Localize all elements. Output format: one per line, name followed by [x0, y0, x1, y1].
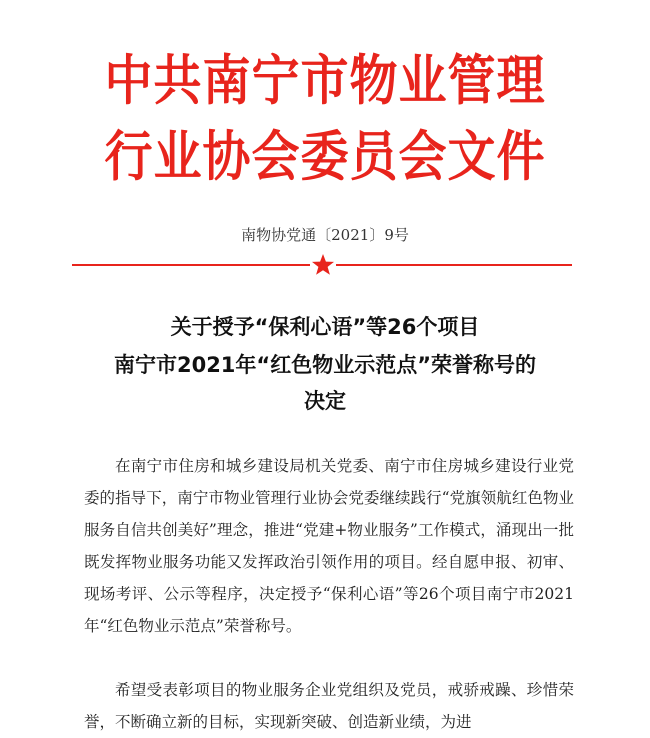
- red-divider: [72, 253, 572, 277]
- decision-title-line3: 决定: [304, 389, 346, 413]
- body-paragraph-1: 在南宁市住房和城乡建设局机关党委、南宁市住房城乡建设行业党委的指导下，南宁市物业管理行业协会党委继续践行“党旗领航红色物业 服务自信共创美好”理念，推进“党建+物业服务”工作模式，涌现出一批既发挥物业服务功能又发挥政治引领作用的项目。经自愿申报、初审、现场考评、公示等程序，决定授予“保利心语”等26个项目南宁市2021年“红色物业示范点”荣誉称号。: [84, 457, 590, 635]
- divider-line-right: [336, 264, 572, 266]
- document-number: 南物协党通〔2021〕9号: [241, 226, 409, 244]
- document-header-line2: 行业协会委员会文件: [104, 125, 546, 189]
- star-icon: [311, 253, 335, 277]
- decision-title-line1: 关于授予“保利心语”等26个项目: [170, 315, 480, 339]
- body-paragraph-2: 希望受表彰项目的物业服务企业党组织及党员，戒骄戒躁、珍惜荣誉，不断确立新的目标，实现新突破、创造新业绩，为进: [84, 681, 574, 731]
- divider-line-left: [72, 264, 310, 266]
- decision-title-line2: 南宁市2021年“红色物业示范点”荣誉称号的: [113, 353, 537, 377]
- document-header-line1: 中共南宁市物业管理: [104, 49, 546, 113]
